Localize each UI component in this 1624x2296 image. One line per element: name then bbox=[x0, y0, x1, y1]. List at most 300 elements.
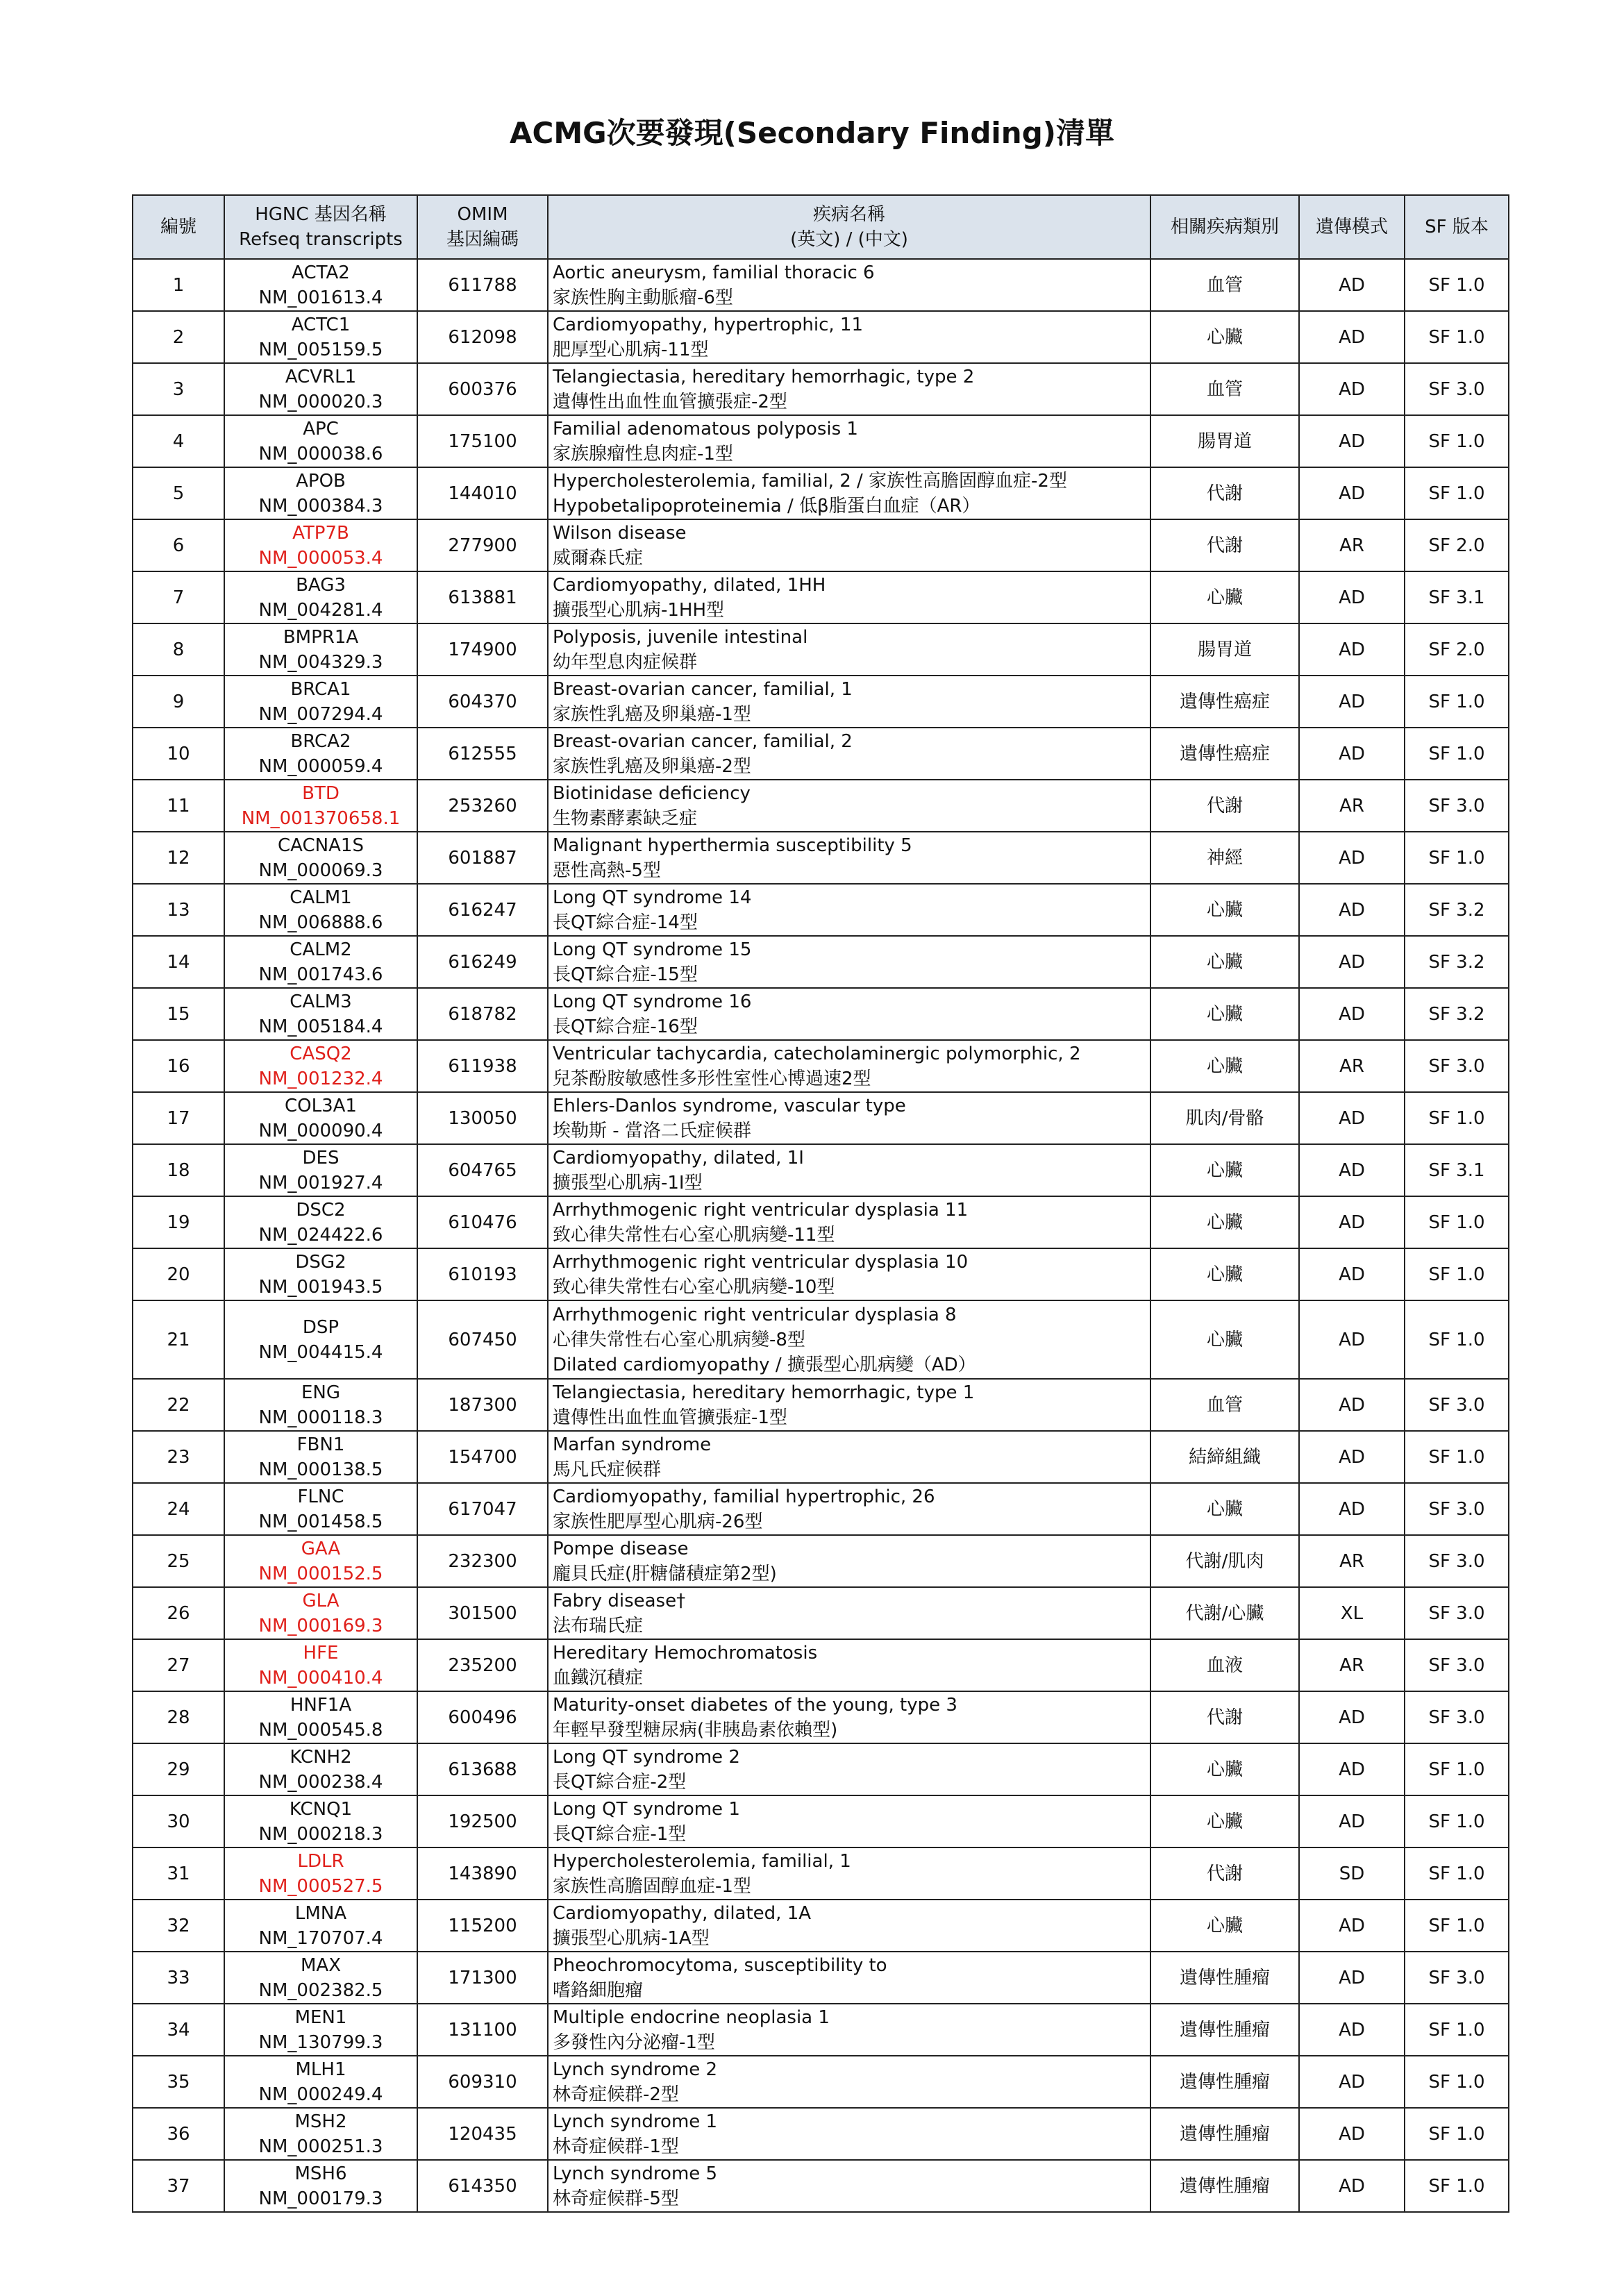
disease-category: 遺傳性癌症 bbox=[1150, 728, 1299, 780]
row-number: 27 bbox=[133, 1639, 224, 1691]
gene-cell bbox=[224, 988, 417, 1040]
omim-id: 143890 bbox=[417, 1847, 548, 1900]
refseq-transcript: NM_024422.6 bbox=[258, 1224, 383, 1246]
disease-name-line: Breast-ovarian cancer, familial, 1 bbox=[553, 678, 853, 700]
table-row bbox=[133, 1847, 1509, 1900]
sf-version: SF 3.0 bbox=[1405, 1535, 1509, 1587]
disease-name-line: 致心律失常性右心室心肌病變-11型 bbox=[553, 1224, 835, 1246]
row-number: 29 bbox=[133, 1743, 224, 1795]
refseq-transcript: NM_000218.3 bbox=[258, 1823, 383, 1845]
gene-symbol: MEN1 bbox=[294, 2006, 347, 2028]
gene-symbol: ATP7B bbox=[292, 522, 349, 544]
row-number: 18 bbox=[133, 1144, 224, 1196]
row-number: 1 bbox=[133, 259, 224, 311]
sf-version: SF 1.0 bbox=[1405, 415, 1509, 467]
sf-version: SF 1.0 bbox=[1405, 2160, 1509, 2212]
refseq-transcript: NM_000118.3 bbox=[258, 1407, 383, 1428]
inheritance-mode: AD bbox=[1299, 1379, 1405, 1431]
disease-cell bbox=[548, 1639, 1150, 1691]
disease-cell bbox=[548, 1040, 1150, 1092]
inheritance-mode: AD bbox=[1299, 832, 1405, 884]
refseq-transcript: NM_000249.4 bbox=[258, 2084, 383, 2105]
gene-symbol: GAA bbox=[301, 1538, 341, 1559]
sf-version: SF 1.0 bbox=[1405, 1743, 1509, 1795]
row-number: 28 bbox=[133, 1691, 224, 1743]
disease-name-line: Lynch syndrome 1 bbox=[553, 2111, 718, 2132]
disease-cell bbox=[548, 415, 1150, 467]
sf-version: SF 3.0 bbox=[1405, 1587, 1509, 1639]
inheritance-mode: AD bbox=[1299, 1795, 1405, 1847]
header-no: 編號 bbox=[133, 195, 224, 259]
refseq-transcript: NM_005184.4 bbox=[258, 1016, 383, 1037]
inheritance-mode: AD bbox=[1299, 415, 1405, 467]
table-row bbox=[133, 1639, 1509, 1691]
refseq-transcript: NM_007294.4 bbox=[258, 703, 383, 725]
disease-cell bbox=[548, 623, 1150, 676]
table-row bbox=[133, 1743, 1509, 1795]
gene-symbol: MSH2 bbox=[294, 2111, 347, 2132]
disease-cell bbox=[548, 832, 1150, 884]
row-number: 25 bbox=[133, 1535, 224, 1587]
gene-symbol: ACTC1 bbox=[291, 314, 351, 335]
disease-category: 代謝 bbox=[1150, 467, 1299, 519]
disease-category: 心臟 bbox=[1150, 1248, 1299, 1300]
gene-symbol: CALM2 bbox=[290, 939, 352, 960]
gene-symbol: BRCA2 bbox=[290, 730, 351, 752]
omim-id: 604370 bbox=[417, 676, 548, 728]
sf-version: SF 1.0 bbox=[1405, 2056, 1509, 2108]
omim-id: 610193 bbox=[417, 1248, 548, 1300]
row-number: 5 bbox=[133, 467, 224, 519]
table-row bbox=[133, 1196, 1509, 1248]
refseq-transcript: NM_001370658.1 bbox=[241, 807, 401, 829]
sf-version: SF 3.0 bbox=[1405, 780, 1509, 832]
inheritance-mode: AR bbox=[1299, 519, 1405, 571]
row-number: 21 bbox=[133, 1300, 224, 1379]
disease-cell bbox=[548, 780, 1150, 832]
row-number: 36 bbox=[133, 2108, 224, 2160]
sf-version: SF 3.0 bbox=[1405, 1952, 1509, 2004]
gene-cell bbox=[224, 1795, 417, 1847]
sf-version: SF 3.0 bbox=[1405, 1483, 1509, 1535]
disease-name-line: 長QT綜合症-2型 bbox=[553, 1771, 687, 1793]
refseq-transcript: NM_000020.3 bbox=[258, 391, 383, 412]
row-number: 13 bbox=[133, 884, 224, 936]
disease-cell bbox=[548, 259, 1150, 311]
disease-name-line: 生物素酵素缺乏症 bbox=[553, 807, 698, 829]
disease-name-line: Pompe disease bbox=[553, 1538, 689, 1559]
table-row bbox=[133, 988, 1509, 1040]
gene-symbol: KCNH2 bbox=[290, 1746, 352, 1768]
disease-category: 代謝 bbox=[1150, 1691, 1299, 1743]
gene-symbol: KCNQ1 bbox=[289, 1798, 353, 1820]
table-row bbox=[133, 415, 1509, 467]
refseq-transcript: NM_000059.4 bbox=[258, 755, 383, 777]
inheritance-mode: SD bbox=[1299, 1847, 1405, 1900]
row-number: 12 bbox=[133, 832, 224, 884]
refseq-transcript: NM_000251.3 bbox=[258, 2136, 383, 2157]
disease-name-line: 長QT綜合症-14型 bbox=[553, 912, 698, 933]
table-row bbox=[133, 1900, 1509, 1952]
sf-version: SF 2.0 bbox=[1405, 519, 1509, 571]
table-row bbox=[133, 1431, 1509, 1483]
disease-name-line: Marfan syndrome bbox=[553, 1434, 712, 1455]
row-number: 15 bbox=[133, 988, 224, 1040]
sf-version: SF 3.0 bbox=[1405, 363, 1509, 415]
gene-symbol: DSP bbox=[302, 1316, 340, 1338]
disease-name-line: 威爾森氏症 bbox=[553, 547, 644, 569]
disease-name-line: Hypercholesterolemia, familial, 2 / 家族性高膽固醇血症-2型 bbox=[553, 470, 1067, 492]
inheritance-mode: AD bbox=[1299, 1144, 1405, 1196]
disease-category: 腸胃道 bbox=[1150, 415, 1299, 467]
gene-cell bbox=[224, 676, 417, 728]
inheritance-mode: AD bbox=[1299, 1900, 1405, 1952]
gene-cell bbox=[224, 467, 417, 519]
disease-cell bbox=[548, 2004, 1150, 2056]
header-omim-line2: 基因編碼 bbox=[446, 229, 519, 250]
sf-version: SF 3.2 bbox=[1405, 988, 1509, 1040]
disease-cell bbox=[548, 467, 1150, 519]
sf-version: SF 1.0 bbox=[1405, 728, 1509, 780]
refseq-transcript: NM_001943.5 bbox=[258, 1276, 383, 1298]
disease-name-line: Telangiectasia, hereditary hemorrhagic, type 1 bbox=[553, 1382, 975, 1403]
header-gene-line1: HGNC 基因名稱 bbox=[255, 204, 387, 225]
omim-id: 130050 bbox=[417, 1092, 548, 1144]
omim-id: 604765 bbox=[417, 1144, 548, 1196]
gene-cell bbox=[224, 1144, 417, 1196]
table-row bbox=[133, 519, 1509, 571]
disease-name-line: Malignant hyperthermia susceptibility 5 bbox=[553, 835, 912, 856]
disease-category: 心臟 bbox=[1150, 1900, 1299, 1952]
disease-cell bbox=[548, 884, 1150, 936]
disease-category: 代謝 bbox=[1150, 519, 1299, 571]
gene-cell bbox=[224, 519, 417, 571]
gene-symbol: ACVRL1 bbox=[285, 366, 357, 387]
row-number: 24 bbox=[133, 1483, 224, 1535]
disease-name-line: 長QT綜合症-16型 bbox=[553, 1016, 698, 1037]
gene-symbol: LMNA bbox=[294, 1902, 347, 1924]
omim-id: 614350 bbox=[417, 2160, 548, 2212]
row-number: 17 bbox=[133, 1092, 224, 1144]
inheritance-mode: AD bbox=[1299, 2056, 1405, 2108]
gene-symbol: CACNA1S bbox=[278, 835, 364, 856]
table-row bbox=[133, 1248, 1509, 1300]
refseq-transcript: NM_001927.4 bbox=[258, 1172, 383, 1193]
inheritance-mode: AD bbox=[1299, 311, 1405, 363]
disease-category: 心臟 bbox=[1150, 311, 1299, 363]
gene-cell bbox=[224, 2108, 417, 2160]
refseq-transcript: NM_002382.5 bbox=[258, 1979, 383, 2001]
omim-id: 171300 bbox=[417, 1952, 548, 2004]
sf-version: SF 1.0 bbox=[1405, 2004, 1509, 2056]
disease-category: 心臟 bbox=[1150, 1300, 1299, 1379]
gene-cell bbox=[224, 2160, 417, 2212]
sf-version: SF 1.0 bbox=[1405, 1248, 1509, 1300]
gene-symbol: BTD bbox=[302, 782, 340, 804]
disease-cell bbox=[548, 1483, 1150, 1535]
table-row bbox=[133, 1300, 1509, 1379]
omim-id: 611938 bbox=[417, 1040, 548, 1092]
gene-cell bbox=[224, 259, 417, 311]
omim-id: 235200 bbox=[417, 1639, 548, 1691]
table-row bbox=[133, 2004, 1509, 2056]
omim-id: 600376 bbox=[417, 363, 548, 415]
disease-name-line: Lynch syndrome 2 bbox=[553, 2059, 718, 2080]
inheritance-mode: AR bbox=[1299, 1535, 1405, 1587]
gene-cell bbox=[224, 1900, 417, 1952]
header-inheritance: 遺傳模式 bbox=[1299, 195, 1405, 259]
sf-version: SF 3.2 bbox=[1405, 884, 1509, 936]
disease-name-line: Hypobetalipoproteinemia / 低β脂蛋白血症（AR） bbox=[553, 495, 980, 517]
disease-name-line: Hereditary Hemochromatosis bbox=[553, 1642, 818, 1664]
disease-cell bbox=[548, 1379, 1150, 1431]
header-disease-line2: (英文) / (中文) bbox=[790, 229, 908, 250]
inheritance-mode: AD bbox=[1299, 1431, 1405, 1483]
refseq-transcript: NM_000038.6 bbox=[258, 443, 383, 464]
row-number: 30 bbox=[133, 1795, 224, 1847]
inheritance-mode: AR bbox=[1299, 1639, 1405, 1691]
inheritance-mode: AD bbox=[1299, 363, 1405, 415]
disease-name-line: Dilated cardiomyopathy / 擴張型心肌病變（AD） bbox=[553, 1354, 976, 1375]
refseq-transcript: NM_004415.4 bbox=[258, 1341, 383, 1363]
disease-name-line: Cardiomyopathy, dilated, 1HH bbox=[553, 574, 826, 596]
row-number: 32 bbox=[133, 1900, 224, 1952]
refseq-transcript: NM_000238.4 bbox=[258, 1771, 383, 1793]
disease-name-line: 幼年型息肉症候群 bbox=[553, 651, 698, 673]
sf-version: SF 3.0 bbox=[1405, 1691, 1509, 1743]
inheritance-mode: AD bbox=[1299, 676, 1405, 728]
row-number: 7 bbox=[133, 571, 224, 623]
disease-cell bbox=[548, 1144, 1150, 1196]
gene-cell bbox=[224, 1483, 417, 1535]
disease-name-line: Pheochromocytoma, susceptibility to bbox=[553, 1954, 887, 1976]
disease-name-line: 擴張型心肌病-1A型 bbox=[553, 1927, 710, 1949]
disease-name-line: Cardiomyopathy, dilated, 1I bbox=[553, 1147, 804, 1168]
disease-category: 心臟 bbox=[1150, 1483, 1299, 1535]
disease-name-line: Fabry disease† bbox=[553, 1590, 686, 1611]
omim-id: 253260 bbox=[417, 780, 548, 832]
refseq-transcript: NM_004281.4 bbox=[258, 599, 383, 621]
disease-cell bbox=[548, 1795, 1150, 1847]
refseq-transcript: NM_000545.8 bbox=[258, 1719, 383, 1741]
gene-cell bbox=[224, 1743, 417, 1795]
row-number: 26 bbox=[133, 1587, 224, 1639]
refseq-transcript: NM_001743.6 bbox=[258, 964, 383, 985]
disease-cell bbox=[548, 2108, 1150, 2160]
disease-name-line: Ehlers-Danlos syndrome, vascular type bbox=[553, 1095, 906, 1116]
inheritance-mode: AD bbox=[1299, 1952, 1405, 2004]
disease-cell bbox=[548, 1092, 1150, 1144]
disease-cell bbox=[548, 936, 1150, 988]
gene-cell bbox=[224, 2004, 417, 2056]
disease-category: 血管 bbox=[1150, 363, 1299, 415]
row-number: 4 bbox=[133, 415, 224, 467]
header-disease bbox=[548, 195, 1150, 259]
gene-symbol: DES bbox=[302, 1147, 340, 1168]
gene-cell bbox=[224, 1196, 417, 1248]
inheritance-mode: AD bbox=[1299, 2108, 1405, 2160]
gene-cell bbox=[224, 1300, 417, 1379]
refseq-transcript: NM_130799.3 bbox=[258, 2031, 383, 2053]
disease-category: 遺傳性腫瘤 bbox=[1150, 2108, 1299, 2160]
gene-symbol: MLH1 bbox=[295, 2059, 346, 2080]
gene-symbol: ENG bbox=[301, 1382, 341, 1403]
omim-id: 154700 bbox=[417, 1431, 548, 1483]
inheritance-mode: AD bbox=[1299, 1691, 1405, 1743]
inheritance-mode: AD bbox=[1299, 1483, 1405, 1535]
disease-cell bbox=[548, 1535, 1150, 1587]
disease-cell bbox=[548, 676, 1150, 728]
table-row bbox=[133, 1144, 1509, 1196]
refseq-transcript: NM_000384.3 bbox=[258, 495, 383, 517]
omim-id: 613688 bbox=[417, 1743, 548, 1795]
sf-version: SF 1.0 bbox=[1405, 832, 1509, 884]
inheritance-mode: AD bbox=[1299, 884, 1405, 936]
refseq-transcript: NM_006888.6 bbox=[258, 912, 383, 933]
disease-category: 心臟 bbox=[1150, 988, 1299, 1040]
table-row bbox=[133, 2160, 1509, 2212]
omim-id: 609310 bbox=[417, 2056, 548, 2108]
sf-version: SF 1.0 bbox=[1405, 467, 1509, 519]
refseq-transcript: NM_000138.5 bbox=[258, 1459, 383, 1480]
inheritance-mode: AD bbox=[1299, 988, 1405, 1040]
disease-name-line: 長QT綜合症-1型 bbox=[553, 1823, 687, 1845]
omim-id: 277900 bbox=[417, 519, 548, 571]
disease-category: 心臟 bbox=[1150, 1196, 1299, 1248]
row-number: 37 bbox=[133, 2160, 224, 2212]
disease-cell bbox=[548, 1431, 1150, 1483]
omim-id: 613881 bbox=[417, 571, 548, 623]
row-number: 2 bbox=[133, 311, 224, 363]
header-disease-line1: 疾病名稱 bbox=[812, 204, 885, 225]
omim-id: 607450 bbox=[417, 1300, 548, 1379]
secondary-finding-table bbox=[132, 194, 1509, 2213]
disease-name-line: Wilson disease bbox=[553, 522, 687, 544]
disease-cell bbox=[548, 1900, 1150, 1952]
gene-symbol: APC bbox=[303, 418, 339, 439]
row-number: 34 bbox=[133, 2004, 224, 2056]
refseq-transcript: NM_001232.4 bbox=[258, 1068, 383, 1089]
disease-name-line: 年輕早發型糖尿病(非胰島素依賴型) bbox=[553, 1719, 838, 1741]
table-row bbox=[133, 259, 1509, 311]
disease-name-line: Polyposis, juvenile intestinal bbox=[553, 626, 808, 648]
disease-name-line: Aortic aneurysm, familial thoracic 6 bbox=[553, 262, 875, 283]
omim-id: 131100 bbox=[417, 2004, 548, 2056]
omim-id: 301500 bbox=[417, 1587, 548, 1639]
inheritance-mode: AR bbox=[1299, 780, 1405, 832]
disease-name-line: 林奇症候群-1型 bbox=[553, 2136, 679, 2157]
inheritance-mode: AD bbox=[1299, 1248, 1405, 1300]
disease-name-line: 擴張型心肌病-1HH型 bbox=[553, 599, 725, 621]
inheritance-mode: AD bbox=[1299, 1743, 1405, 1795]
disease-cell bbox=[548, 1847, 1150, 1900]
disease-cell bbox=[548, 1300, 1150, 1379]
gene-cell bbox=[224, 1431, 417, 1483]
gene-symbol: BAG3 bbox=[296, 574, 346, 596]
disease-cell bbox=[548, 311, 1150, 363]
disease-name-line: 心律失常性右心室心肌病變-8型 bbox=[553, 1329, 805, 1350]
row-number: 9 bbox=[133, 676, 224, 728]
header-sf-version: SF 版本 bbox=[1405, 195, 1509, 259]
header-omim-line1: OMIM bbox=[457, 204, 508, 225]
table-row bbox=[133, 2056, 1509, 2108]
gene-cell bbox=[224, 1847, 417, 1900]
disease-cell bbox=[548, 988, 1150, 1040]
table-row bbox=[133, 780, 1509, 832]
gene-symbol: CALM3 bbox=[290, 991, 352, 1012]
table-row bbox=[133, 1587, 1509, 1639]
omim-id: 618782 bbox=[417, 988, 548, 1040]
omim-id: 617047 bbox=[417, 1483, 548, 1535]
disease-name-line: 家族腺瘤性息肉症-1型 bbox=[553, 443, 733, 464]
disease-name-line: Biotinidase deficiency bbox=[553, 782, 751, 804]
disease-name-line: 多發性內分泌瘤-1型 bbox=[553, 2031, 715, 2053]
disease-name-line: 家族性胸主動脈瘤-6型 bbox=[553, 287, 733, 308]
disease-name-line: 家族性乳癌及卵巢癌-2型 bbox=[553, 755, 751, 777]
omim-id: 601887 bbox=[417, 832, 548, 884]
gene-symbol: FBN1 bbox=[296, 1434, 345, 1455]
disease-cell bbox=[548, 363, 1150, 415]
sf-version: SF 1.0 bbox=[1405, 1900, 1509, 1952]
disease-name-line: 家族性肥厚型心肌病-26型 bbox=[553, 1511, 763, 1532]
gene-symbol: CALM1 bbox=[290, 887, 352, 908]
table-header-row bbox=[133, 195, 1509, 259]
disease-category: 遺傳性腫瘤 bbox=[1150, 2004, 1299, 2056]
inheritance-mode: AD bbox=[1299, 571, 1405, 623]
refseq-transcript: NM_000179.3 bbox=[258, 2188, 383, 2209]
gene-symbol: COL3A1 bbox=[285, 1095, 357, 1116]
disease-name-line: Arrhythmogenic right ventricular dysplasia 11 bbox=[553, 1199, 969, 1221]
disease-name-line: 林奇症候群-2型 bbox=[553, 2084, 679, 2105]
table-row bbox=[133, 676, 1509, 728]
disease-name-line: Long QT syndrome 15 bbox=[553, 939, 752, 960]
omim-id: 115200 bbox=[417, 1900, 548, 1952]
disease-category: 遺傳性腫瘤 bbox=[1150, 2056, 1299, 2108]
table-row bbox=[133, 2108, 1509, 2160]
gene-symbol: CASQ2 bbox=[290, 1043, 352, 1064]
disease-name-line: Cardiomyopathy, familial hypertrophic, 26 bbox=[553, 1486, 935, 1507]
omim-id: 600496 bbox=[417, 1691, 548, 1743]
refseq-transcript: NM_001458.5 bbox=[258, 1511, 383, 1532]
table-row bbox=[133, 832, 1509, 884]
disease-name-line: Long QT syndrome 16 bbox=[553, 991, 752, 1012]
disease-category: 神經 bbox=[1150, 832, 1299, 884]
inheritance-mode: AD bbox=[1299, 728, 1405, 780]
disease-cell bbox=[548, 2056, 1150, 2108]
omim-id: 187300 bbox=[417, 1379, 548, 1431]
refseq-transcript: NM_000069.3 bbox=[258, 860, 383, 881]
table-row bbox=[133, 467, 1509, 519]
disease-cell bbox=[548, 1691, 1150, 1743]
gene-symbol: BMPR1A bbox=[283, 626, 359, 648]
row-number: 35 bbox=[133, 2056, 224, 2108]
gene-symbol: MAX bbox=[300, 1954, 342, 1976]
disease-category: 代謝/心臟 bbox=[1150, 1587, 1299, 1639]
page-title: ACMG次要發現(Secondary Finding)清單 bbox=[510, 116, 1114, 150]
disease-category: 心臟 bbox=[1150, 1795, 1299, 1847]
table-row bbox=[133, 1952, 1509, 2004]
refseq-transcript: NM_000152.5 bbox=[258, 1563, 383, 1584]
sf-version: SF 1.0 bbox=[1405, 2108, 1509, 2160]
gene-cell bbox=[224, 1379, 417, 1431]
gene-symbol: HNF1A bbox=[290, 1694, 352, 1716]
disease-cell bbox=[548, 1743, 1150, 1795]
disease-name-line: Multiple endocrine neoplasia 1 bbox=[553, 2006, 830, 2028]
gene-symbol: DSC2 bbox=[296, 1199, 346, 1221]
disease-name-line: Long QT syndrome 2 bbox=[553, 1746, 740, 1768]
header-omim bbox=[417, 195, 548, 259]
gene-cell bbox=[224, 1248, 417, 1300]
